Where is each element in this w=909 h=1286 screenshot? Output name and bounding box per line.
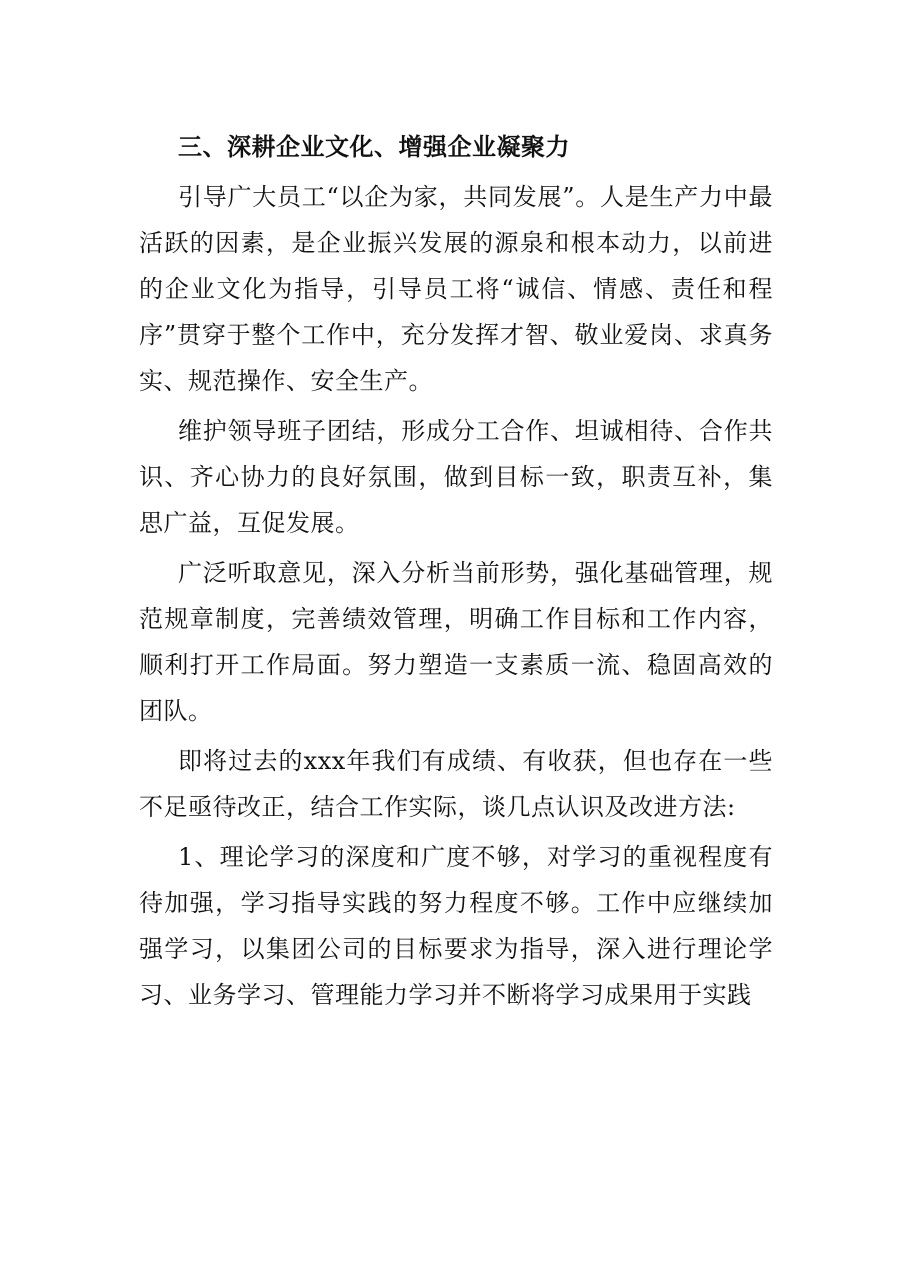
paragraph-management: 广泛听取意见，深入分析当前形势，强化基础管理，规范规章制度，完善绩效管理，明确工作目标和工作内容，顺利打开工作局面。努力塑造一支素质一流、稳固高效的团队。 <box>139 559 773 725</box>
paragraph-item-1: 1、理论学习的深度和广度不够，对学习的重视程度有待加强，学习指导实践的努力程度不够。工作中应继续加强学习，以集团公司的目标要求为指导，深入进行理论学习、业务学习、管理能力学习并不断将学习成果用于实践 <box>139 843 773 1009</box>
paragraph-leadership-unity: 维护领导班子团结，形成分工合作、坦诚相待、合作共识、齐心协力的良好氛围，做到目标一致，职责互补，集思广益，互促发展。 <box>139 417 773 537</box>
paragraph-year-summary: 即将过去的xxx年我们有成绩、有收获，但也存在一些不足亟待改正，结合工作实际，谈几点认识及改进方法: <box>139 747 773 821</box>
document-body <box>139 124 773 1022</box>
section-heading: 三、深耕企业文化、增强企业凝聚力 <box>178 132 570 161</box>
paragraph-enterprise-culture: 引导广大员工“以企为家，共同发展”。人是生产力中最活跃的因素，是企业振兴发展的源泉和根本动力，以前进的企业文化为指导，引导员工将“诚信、情感、责任和程序”贯穿于整个工作中，充分发挥才智、敬业爱岗、求真务实、规范操作、安全生产。 <box>139 183 773 395</box>
